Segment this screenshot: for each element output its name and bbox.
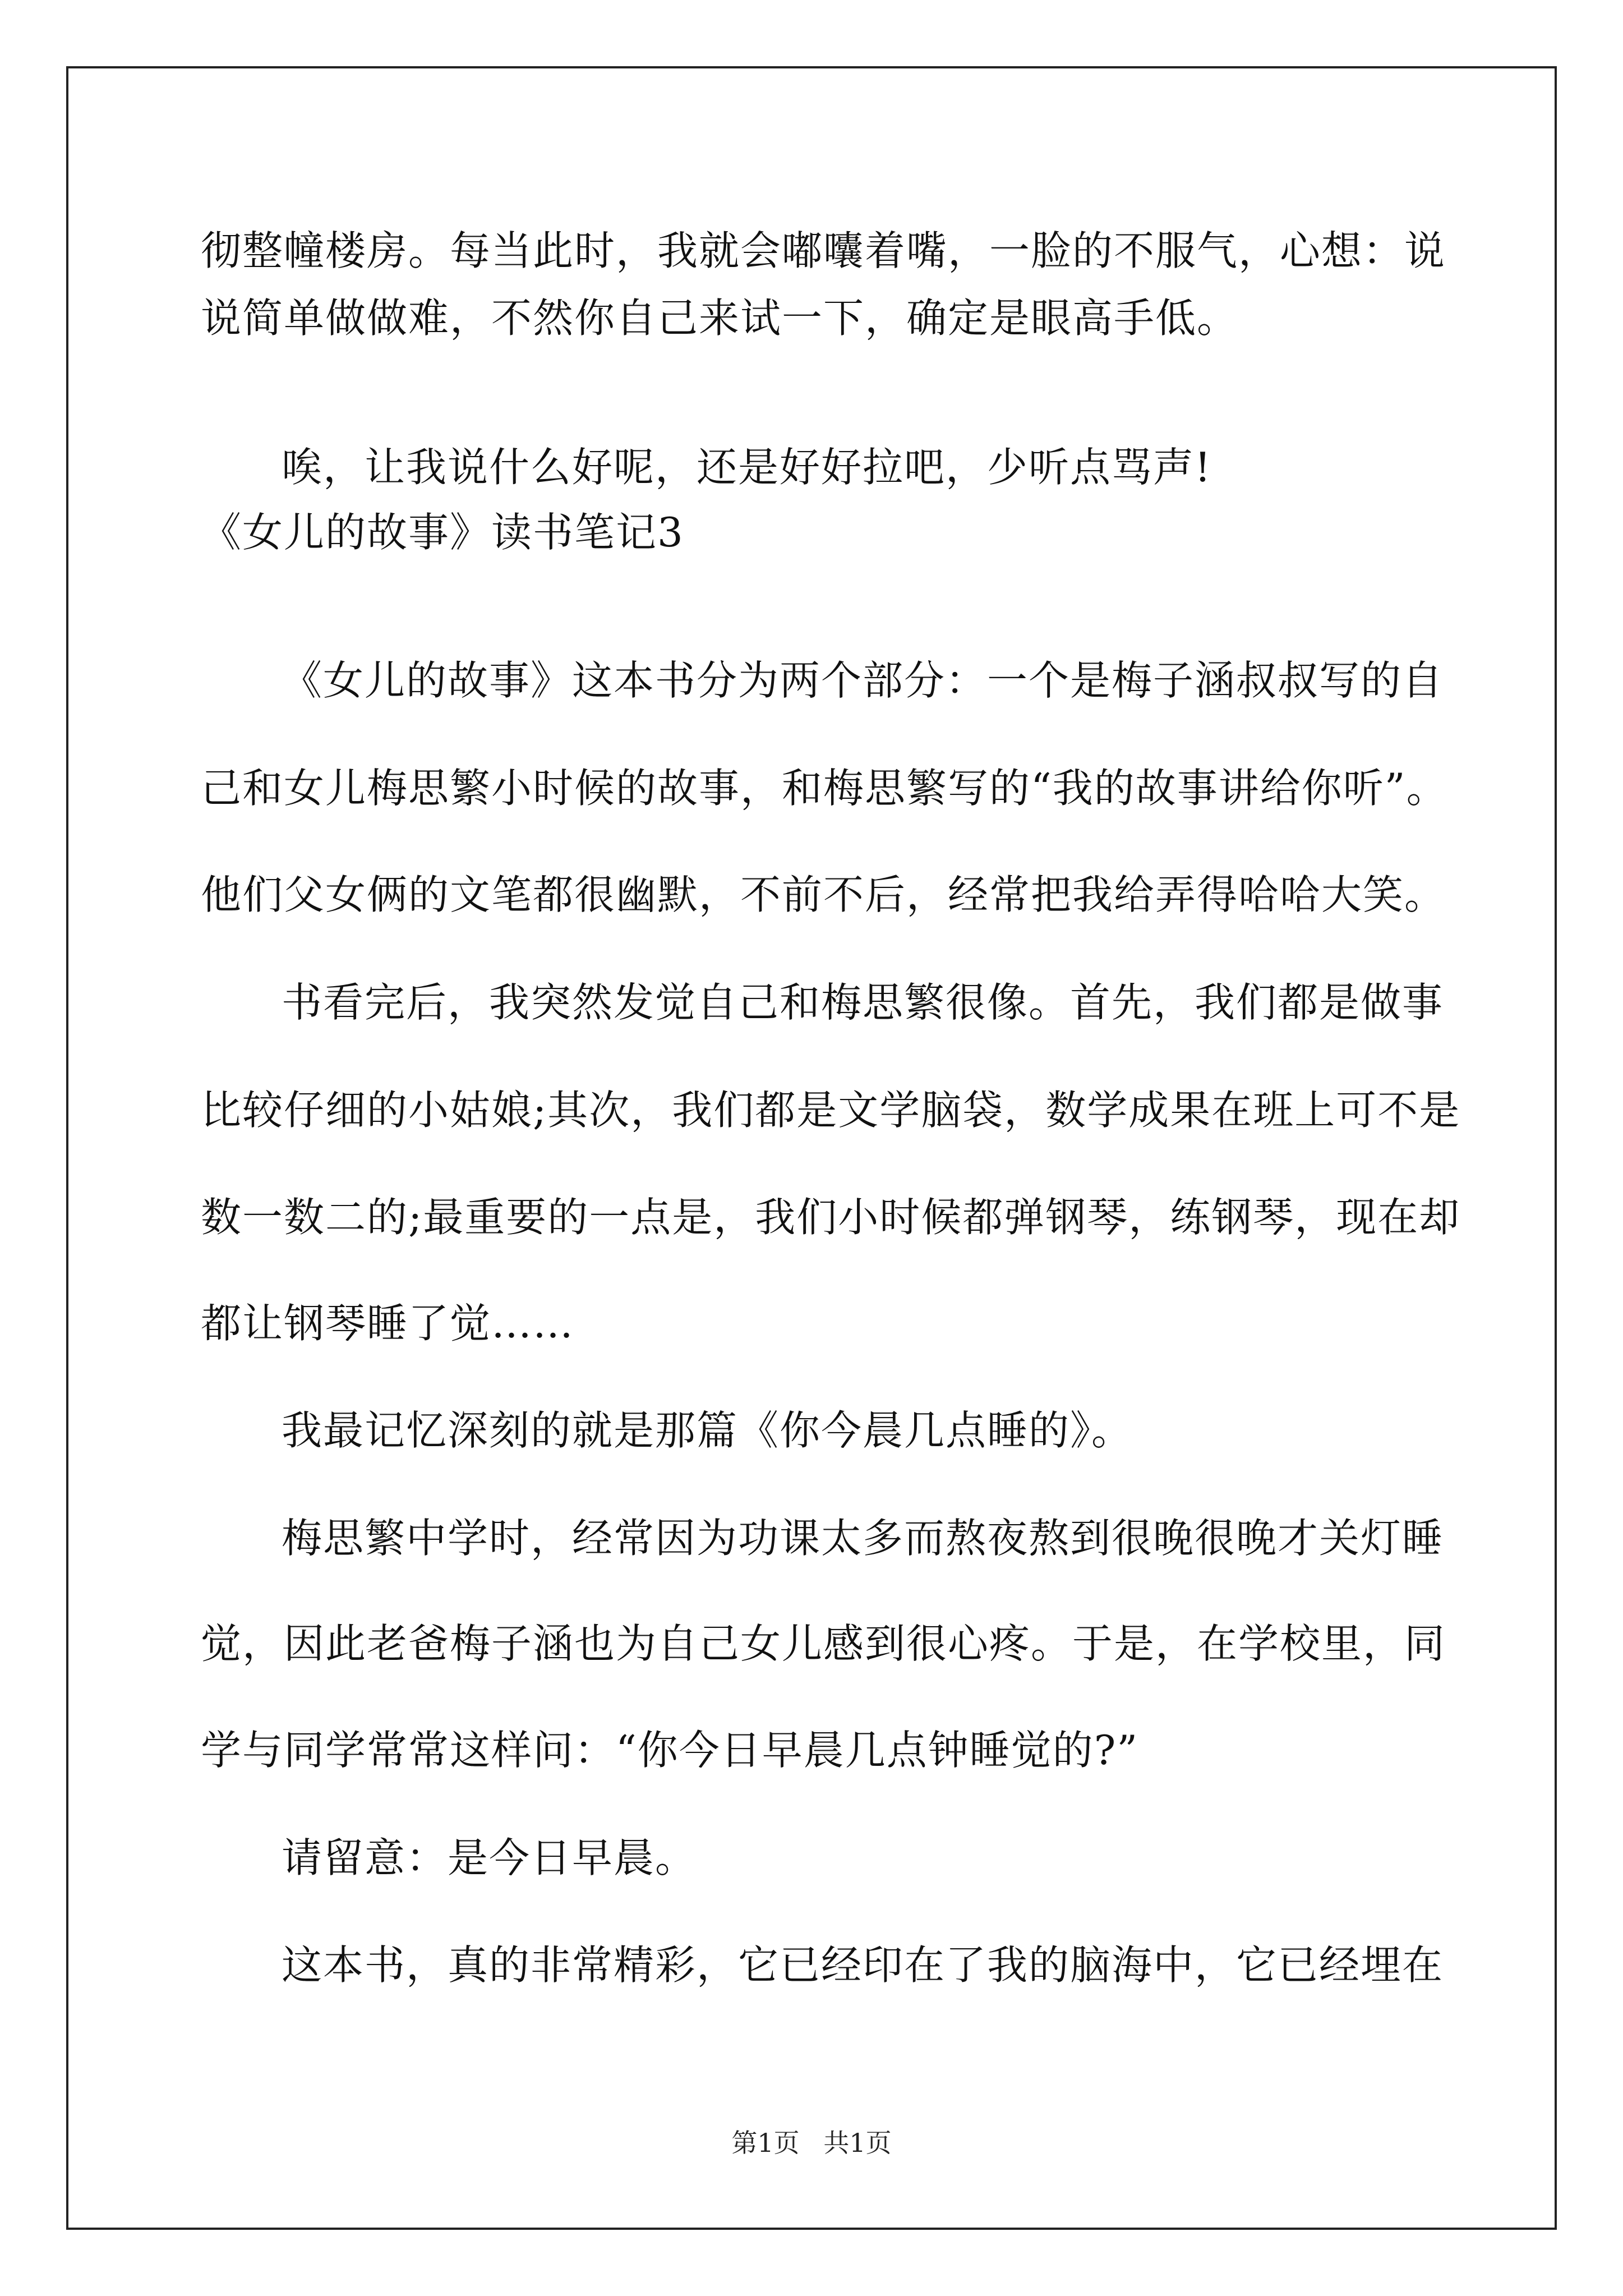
page-footer: [0, 2126, 1623, 2160]
page-border: [66, 66, 1557, 2230]
body-line-3: 唉，让我说什么好呢，还是好好拉吧，少听点骂声!: [282, 444, 1212, 491]
section-heading: 《女儿的故事》读书笔记3: [201, 509, 684, 556]
body-line-16: 请留意：是今日早晨。: [282, 1834, 697, 1881]
body-line-7: 他们父女俩的文笔都很幽默，不前不后，经常把我给弄得哈哈大笑。: [201, 871, 1446, 918]
body-line-9: 比较仔细的小姑娘;其次，我们都是文学脑袋，数学成果在班上可不是: [201, 1087, 1461, 1134]
body-line-2: 说简单做做难，不然你自己来试一下，确定是眼高手低。: [201, 295, 1239, 342]
body-line-15: 学与同学常常这样问：“你今日早晨几点钟睡觉的?”: [201, 1727, 1139, 1774]
body-line-6: 己和女儿梅思繁小时候的故事，和梅思繁写的“我的故事讲给你听”。: [201, 765, 1448, 812]
body-line-10: 数一数二的;最重要的一点是，我们小时候都弹钢琴，练钢琴，现在却: [201, 1194, 1461, 1241]
page-number-current: 第1页: [731, 2128, 800, 2158]
body-line-5: 《女儿的故事》这本书分为两个部分：一个是梅子涵叔叔写的自: [282, 657, 1444, 704]
body-line-13: 梅思繁中学时，经常因为功课太多而熬夜熬到很晚很晚才关灯睡: [282, 1515, 1444, 1562]
body-line-8: 书看完后，我突然发觉自己和梅思繁很像。首先，我们都是做事: [282, 979, 1444, 1026]
body-line-17: 这本书，真的非常精彩，它已经印在了我的脑海中，它已经埋在: [282, 1941, 1444, 1989]
body-line-12: 我最记忆深刻的就是那篇《你今晨几点睡的》。: [282, 1407, 1133, 1454]
body-line-1: 彻整幢楼房。每当此时，我就会嘟囔着嘴，一脸的不服气，心想：说: [201, 227, 1446, 274]
body-line-11: 都让钢琴睡了觉……: [201, 1300, 575, 1347]
body-line-14: 觉，因此老爸梅子涵也为自己女儿感到很心疼。于是，在学校里，同: [201, 1620, 1446, 1667]
page-number-total: 共1页: [823, 2128, 892, 2158]
